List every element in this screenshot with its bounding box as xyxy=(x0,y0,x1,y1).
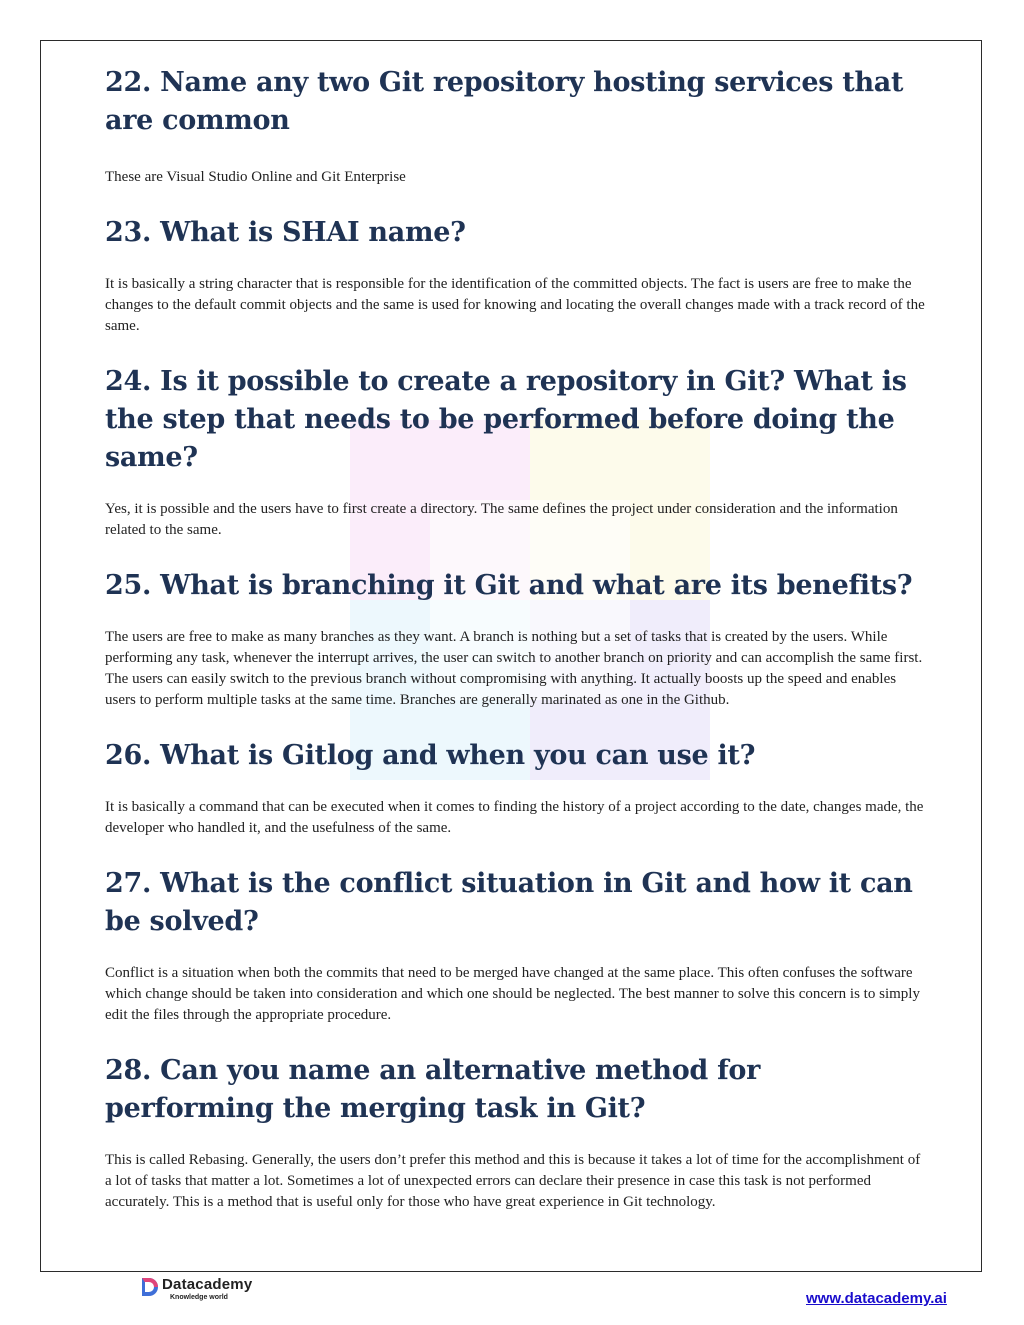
question-title: 23. What is SHAI name? xyxy=(105,217,466,248)
logo-name: Datacademy xyxy=(162,1276,253,1293)
logo-d-icon xyxy=(140,1276,160,1298)
question-answer: These are Visual Studio Online and Git Enterprise xyxy=(105,169,406,185)
website-link[interactable]: www.datacademy.ai xyxy=(806,1290,947,1307)
question-25 xyxy=(105,567,925,711)
question-title: 24. Is it possible to create a repository in Git? What is the step that needs to be performed before doing the same? xyxy=(105,366,907,473)
question-answer: The users are free to make as many branches as they want. A branch is nothing but a set of tasks that is created by the users. While performing any task, whenever the interrupt arrives, the user can switch to another branch on priority and can accomplish the same first. The users can easily switch to the previous branch without compromising with anything. It actually boosts up the speed and enables users to perform multiple tasks at the same time. Branches are generally marinated as one in the Github. xyxy=(105,629,923,708)
logo-tagline: Knowledge world xyxy=(170,1294,228,1301)
question-22 xyxy=(105,64,925,188)
question-answer: It is basically a command that can be executed when it comes to finding the history of a project according to the date, changes made, the developer who handled it, and the usefulness of the same. xyxy=(105,799,924,836)
question-title: 25. What is branching it Git and what are its benefits? xyxy=(105,570,913,601)
question-title: 22. Name any two Git repository hosting services that are common xyxy=(105,67,904,136)
question-24 xyxy=(105,363,925,541)
question-answer: Yes, it is possible and the users have to first create a directory. The same defines the project under consideration and the information related to the same. xyxy=(105,501,898,538)
question-title: 28. Can you name an alternative method for performing the merging task in Git? xyxy=(105,1055,761,1124)
question-answer: It is basically a string character that is responsible for the identification of the committed objects. The fact is users are free to make the changes to the default commit objects and the same is used for knowing and locating the overall changes made with a track record of the same. xyxy=(105,276,925,334)
question-23 xyxy=(105,214,925,337)
question-26 xyxy=(105,737,925,839)
question-answer: Conflict is a situation when both the commits that need to be merged have changed at the same place. This often confuses the software which change should be taken into consideration and which one should be neglected. The best manner to solve this concern is to simply edit the files through the appropriate procedure. xyxy=(105,965,920,1023)
question-28 xyxy=(105,1052,925,1213)
question-title: 26. What is Gitlog and when you can use it? xyxy=(105,740,756,771)
question-title: 27. What is the conflict situation in Git and how it can be solved? xyxy=(105,868,913,937)
question-answer: This is called Rebasing. Generally, the users don’t prefer this method and this is because it takes a lot of time for the accomplishment of a lot of tasks that matter a lot. Sometimes a lot of unexpected errors can declare their presence in case this task is not performed accurately. This is a method that is useful only for those who have great experience in Git technology. xyxy=(105,1152,921,1210)
questions-list xyxy=(105,64,925,1213)
datacademy-logo xyxy=(140,1276,260,1308)
question-27 xyxy=(105,865,925,1026)
